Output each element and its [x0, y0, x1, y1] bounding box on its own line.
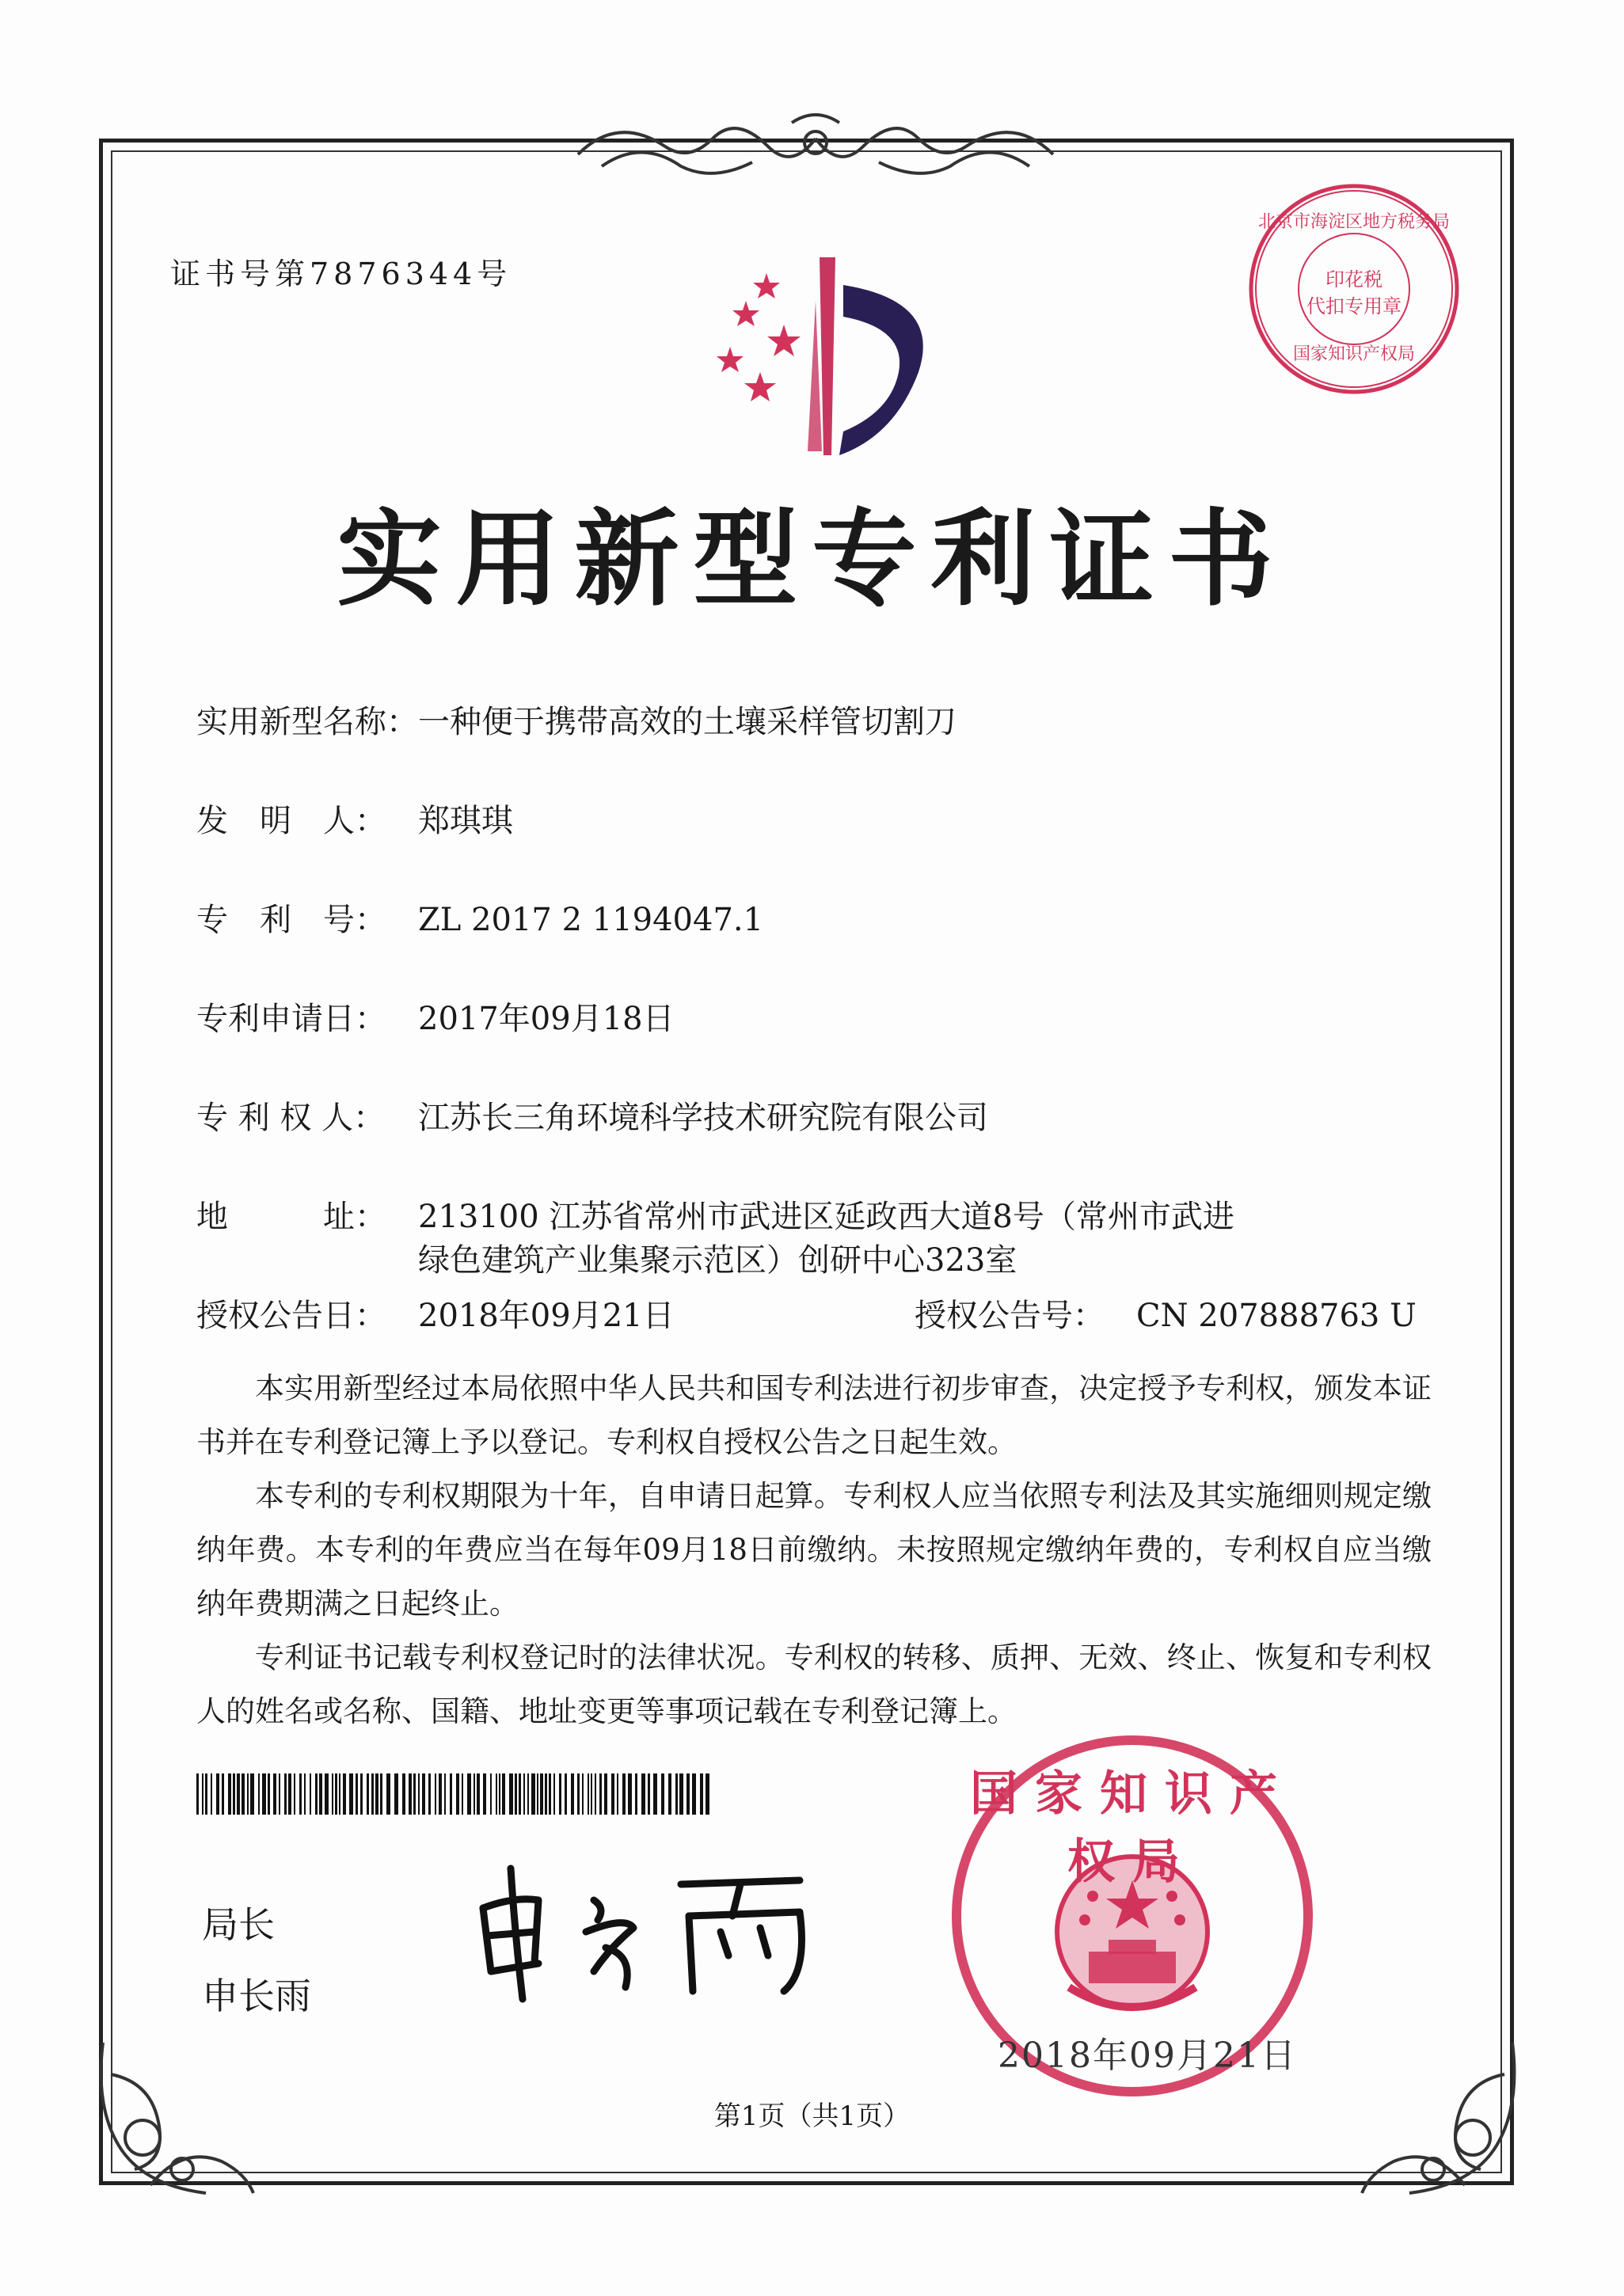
field-grant-date: [196, 1291, 675, 1336]
barcode-bar: [537, 1773, 538, 1815]
seal-date: 2018年09月21日: [998, 2036, 1297, 2076]
barcode-bar: [304, 1773, 306, 1815]
barcode-bar: [299, 1773, 302, 1815]
barcode-bar: [319, 1773, 322, 1815]
barcode-bar: [648, 1773, 650, 1815]
utility-model-name-label: 实用新型名称：: [196, 704, 418, 740]
barcode-bar: [394, 1773, 398, 1815]
barcode-bar: [591, 1773, 592, 1815]
barcode-bar: [413, 1773, 416, 1815]
barcode-bar: [367, 1773, 369, 1815]
barcode-bar: [496, 1773, 497, 1815]
barcode-bar: [622, 1773, 626, 1815]
utility-model-name-value: 一种便于携带高效的土壤采样管切割刀: [418, 704, 957, 740]
barcode-bar: [519, 1773, 521, 1815]
barcode-bar: [483, 1773, 486, 1815]
barcode-bar: [211, 1773, 212, 1815]
paragraph-3: 专利证书记载专利权登记时的法律状况。专利权的转移、质押、无效、终止、恢复和专利权人的姓名或名称、国籍、地址变更等事项记载在专利登记簿上。: [196, 1640, 1432, 1728]
field-address: [196, 1192, 1234, 1237]
barcode-bar: [444, 1773, 446, 1815]
handwritten-signature-icon: [467, 1853, 831, 2011]
barcode-bar: [279, 1773, 280, 1815]
barcode-bar: [628, 1773, 632, 1815]
tax-stamp-bottom-text: 国家知识产权局: [1292, 344, 1415, 364]
barcode-bar: [706, 1773, 709, 1815]
barcode-bar: [577, 1773, 580, 1815]
barcode-bar: [474, 1773, 475, 1815]
tax-stamp-line2: 代扣专用章: [1306, 295, 1402, 317]
barcode-bar: [599, 1773, 602, 1815]
barcode-bar: [349, 1773, 353, 1815]
barcode-bar: [284, 1773, 287, 1815]
barcode-bar: [559, 1773, 561, 1815]
field-grant-number: [915, 1291, 1417, 1336]
barcode-bar: [565, 1773, 567, 1815]
barcode-bar: [531, 1773, 535, 1815]
filing-date-value: 2017年09月18日: [418, 1001, 675, 1037]
filing-date-label: 专利申请日：: [196, 1001, 386, 1037]
barcode-bar: [288, 1773, 291, 1815]
patent-number-label: 专 利 号：: [196, 902, 386, 938]
patentee-label: 专 利 权 人：: [196, 1100, 386, 1136]
barcode-icon: [196, 1773, 711, 1815]
barcode-bar: [450, 1773, 452, 1815]
certificate-number: 证书号第7876344号: [170, 257, 512, 291]
barcode-bar: [675, 1773, 678, 1815]
certificate-title: 实用新型专利证书: [337, 499, 1287, 621]
barcode-bar: [700, 1773, 703, 1815]
barcode-bar: [545, 1773, 547, 1815]
barcode-bar: [571, 1773, 574, 1815]
barcode-bar: [456, 1773, 459, 1815]
address-label: 地 址：: [196, 1199, 386, 1235]
barcode-bar: [462, 1773, 463, 1815]
tax-stamp-outer-text: 北京市海淀区地方税务局: [1257, 212, 1450, 232]
barcode-bar: [422, 1773, 425, 1815]
tax-stamp: [1243, 178, 1465, 400]
barcode-bar: [653, 1773, 657, 1815]
signatory-title: 局长: [202, 1903, 275, 1946]
barcode-bar: [402, 1773, 405, 1815]
barcode-bar: [386, 1773, 390, 1815]
barcode-bar: [692, 1773, 696, 1815]
barcode-bar: [294, 1773, 295, 1815]
barcode-bar: [371, 1773, 374, 1815]
barcode-bar: [617, 1773, 618, 1815]
barcode-bar: [356, 1773, 358, 1815]
official-seal-text: 国家知识产权局: [970, 1766, 1295, 1890]
barcode-bar: [668, 1773, 671, 1815]
barcode-bar: [258, 1773, 260, 1815]
barcode-bar: [502, 1773, 505, 1815]
barcode-bar: [661, 1773, 664, 1815]
field-inventor: [196, 796, 513, 841]
barcode-bar: [439, 1773, 442, 1815]
barcode-bar: [409, 1773, 412, 1815]
field-patent-number: [196, 895, 763, 940]
barcode-bar: [332, 1773, 333, 1815]
barcode-bar: [315, 1773, 318, 1815]
barcode-bar: [686, 1773, 690, 1815]
barcode-bar: [335, 1773, 337, 1815]
barcode-bar: [588, 1773, 589, 1815]
barcode-bar: [467, 1773, 471, 1815]
barcode-bar: [325, 1773, 329, 1815]
patent-office-logo-icon: [681, 253, 942, 467]
paragraph-2: 本专利的专利权期限为十年，自申请日起算。专利权人应当依照专利法及其实施细则规定缴纳年费。本专利的年费应当在每年09月18日前缴纳。未按照规定缴纳年费的，专利权自应当缴纳年费期满之日起终止。: [196, 1479, 1432, 1621]
barcode-bar: [268, 1773, 270, 1815]
barcode-bar: [515, 1773, 517, 1815]
barcode-bar: [553, 1773, 555, 1815]
barcode-bar: [523, 1773, 525, 1815]
page-footer: 第1页（共1页）: [713, 2100, 911, 2132]
barcode-bar: [247, 1773, 249, 1815]
barcode-bar: [679, 1773, 683, 1815]
barcode-bar: [582, 1773, 584, 1815]
barcode-bar: [250, 1773, 254, 1815]
barcode-bar: [343, 1773, 346, 1815]
barcode-bar: [205, 1773, 207, 1815]
barcode-bar: [418, 1773, 420, 1815]
address-line2: 绿色建筑产业集聚示范区）创研中心323室: [418, 1242, 1017, 1279]
grant-number-value: CN 207888763 U: [1136, 1298, 1417, 1334]
barcode-bar: [435, 1773, 436, 1815]
barcode-bar: [237, 1773, 240, 1815]
field-filing-date: [196, 994, 675, 1039]
barcode-bar: [262, 1773, 266, 1815]
barcode-bar: [375, 1773, 378, 1815]
barcode-bar: [242, 1773, 245, 1815]
address-line1: 213100 江苏省常州市武进区延政西大道8号（常州市武进: [418, 1199, 1234, 1235]
signatory-name: 申长雨: [202, 1975, 311, 2017]
body-text: [196, 1362, 1432, 1739]
barcode-bar: [428, 1773, 431, 1815]
barcode-bar: [310, 1773, 311, 1815]
barcode-bar: [202, 1773, 203, 1815]
barcode-bar: [228, 1773, 231, 1815]
grant-date-label: 授权公告日：: [196, 1298, 386, 1334]
grant-number-label: 授权公告号：: [915, 1298, 1105, 1334]
inventor-value: 郑琪琪: [418, 803, 513, 839]
barcode-bar: [216, 1773, 219, 1815]
field-patentee: [196, 1093, 988, 1138]
barcode-bar: [477, 1773, 480, 1815]
barcode-bar: [509, 1773, 513, 1815]
tax-stamp-line1: 印花税: [1325, 268, 1382, 291]
field-address-line2: [418, 1235, 1017, 1280]
barcode-bar: [233, 1773, 235, 1815]
barcode-bar: [499, 1773, 500, 1815]
barcode-bar: [595, 1773, 596, 1815]
barcode-bar: [339, 1773, 340, 1815]
paragraph-1: 本实用新型经过本局依照中华人民共和国专利法进行初步审查，决定授予专利权，颁发本证书并在专利登记簿上予以登记。专利权自授权公告之日起生效。: [196, 1371, 1432, 1459]
barcode-bar: [641, 1773, 645, 1815]
patent-number-value: ZL 2017 2 1194047.1: [418, 902, 764, 938]
inventor-label: 发 明 人：: [196, 803, 386, 839]
barcode-bar: [540, 1773, 543, 1815]
top-ornament-icon: [570, 107, 1061, 186]
patentee-value: 江苏长三角环境科学技术研究院有限公司: [418, 1100, 988, 1136]
barcode-bar: [490, 1773, 492, 1815]
barcode-bar: [604, 1773, 607, 1815]
barcode-bar: [549, 1773, 551, 1815]
barcode-bar: [611, 1773, 614, 1815]
barcode-bar: [527, 1773, 529, 1815]
barcode-bar: [222, 1773, 224, 1815]
barcode-bar: [273, 1773, 276, 1815]
barcode-bar: [380, 1773, 382, 1815]
barcode-bar: [196, 1773, 199, 1815]
barcode-bar: [360, 1773, 363, 1815]
field-utility-model-name: [196, 697, 957, 742]
barcode-bar: [635, 1773, 637, 1815]
grant-date-value: 2018年09月21日: [418, 1298, 675, 1334]
